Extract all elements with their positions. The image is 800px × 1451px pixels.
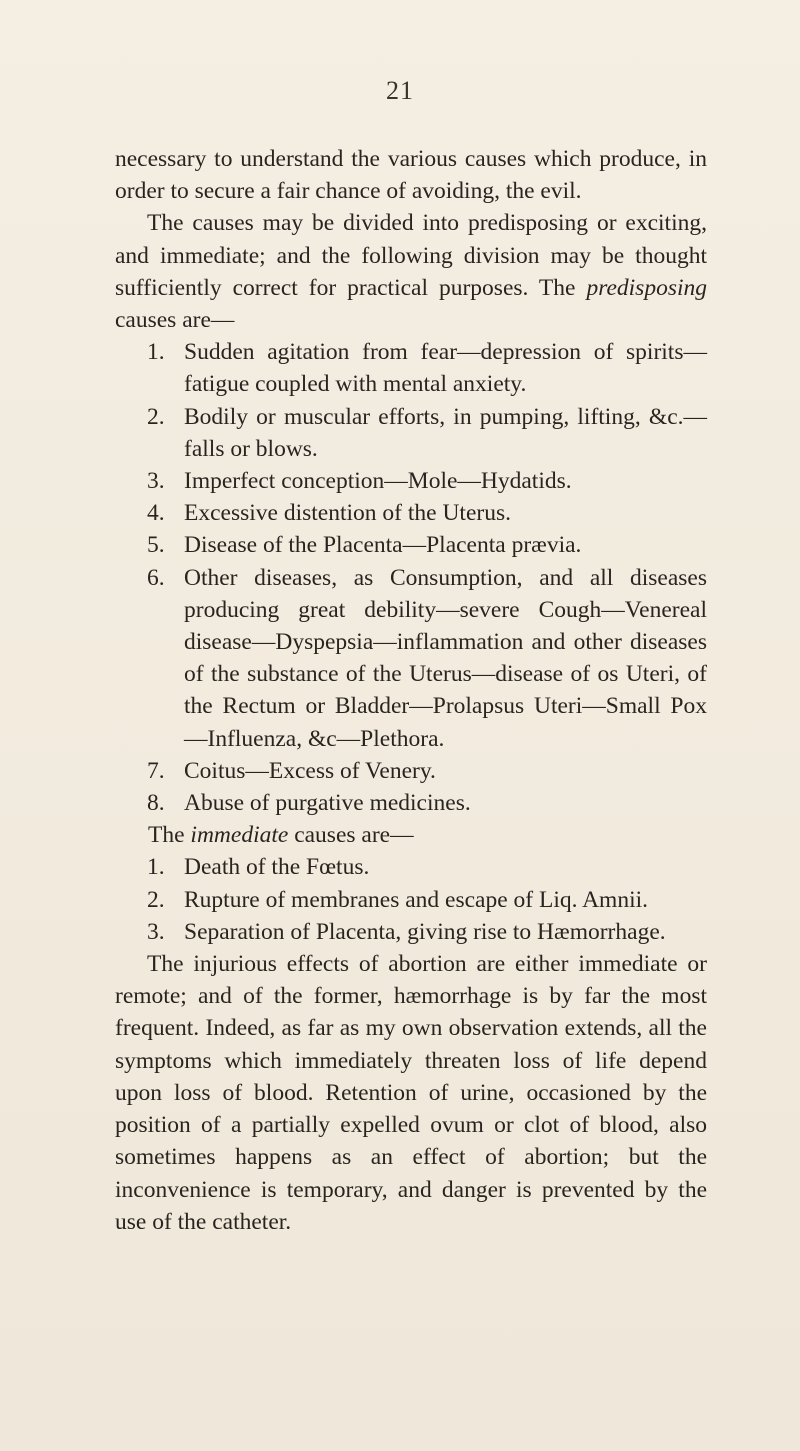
list-item-text: Other diseases, as Consumption, and all diseases producing great debility—severe Cough—Venereal disease—Dyspepsia—inflammation and other diseases of the substance of the Uterus—disease of os Uteri, of the Rectum or Bladder—Prolapsus Uteri—Small Pox—Influenza, &c—Plethora. — [184, 564, 707, 752]
list-item-text: Death of the Fœtus. — [184, 854, 370, 881]
predisposing-term: predisposing — [586, 274, 708, 301]
list-item-text: Separation of Placenta, giving rise to Hæmorrhage. — [184, 918, 666, 945]
list-item — [115, 787, 707, 819]
list-item-text: Abuse of purgative medicines. — [184, 790, 471, 817]
list-item-text: Coitus—Excess of Venery. — [184, 757, 436, 784]
list-item-number: 5. — [147, 532, 165, 559]
list-item-number: 6. — [147, 564, 165, 591]
page-number: 21 — [386, 76, 414, 105]
immediate-intro-tail: causes are— — [288, 822, 414, 849]
division-paragraph — [115, 207, 707, 336]
opening-paragraph: necessary to understand the various causes which produce, in order to secure a fair chance of avoiding, the evil. — [115, 146, 707, 205]
page-body — [115, 143, 707, 1238]
list-item-number: 4. — [147, 500, 165, 527]
list-item — [115, 336, 707, 400]
list-item — [115, 465, 707, 497]
list-item-text: Excessive distention of the Uterus. — [184, 500, 511, 527]
list-item-number: 2. — [147, 403, 165, 430]
list-item-text: Sudden agitation from fear—depression of spirits—fatigue coupled with mental anxiety. — [184, 339, 707, 398]
list-item-text: Rupture of membranes and escape of Liq. Amnii. — [184, 886, 648, 913]
division-paragraph-text: The causes may be divided into predisposing or exciting, and immediate; and the following division may be thought sufficiently correct for practical purposes. The — [115, 210, 707, 301]
list-item — [115, 916, 707, 948]
list-item-number: 7. — [147, 757, 165, 784]
predisposing-causes-list — [115, 336, 707, 819]
list-item — [115, 755, 707, 787]
list-item-text: Bodily or muscular efforts, in pumping, lifting, &c.—falls or blows. — [184, 403, 707, 462]
immediate-causes-list — [115, 851, 707, 948]
list-item-number: 1. — [147, 339, 165, 366]
list-item-number: 2. — [147, 886, 165, 913]
list-item-number: 3. — [147, 918, 165, 945]
list-item-number: 8. — [147, 790, 165, 817]
list-item — [115, 529, 707, 561]
list-item — [115, 401, 707, 465]
closing-paragraph: The injurious effects of abortion are either immediate or remote; and of the former, hæmorrhage is by far the most frequent. Indeed, as far as my own observation extends, all the symptoms which immediately threaten loss of life depend upon loss of blood. Retention of urine, occasioned by the position of a partially expelled ovum or clot of blood, also sometimes happens as an effect of abortion; but the inconvenience is temporary, and danger is prevented by the use of the catheter. — [115, 951, 707, 1235]
division-paragraph-tail: causes are— — [115, 307, 235, 334]
list-item-number: 1. — [147, 854, 165, 881]
list-item-number: 3. — [147, 468, 165, 495]
list-item — [115, 884, 707, 916]
list-item — [115, 562, 707, 755]
list-item-text: Disease of the Placenta—Placenta prævia. — [184, 532, 582, 559]
list-item — [115, 497, 707, 529]
immediate-intro-lead: The — [148, 822, 191, 849]
list-item-text: Imperfect conception—Mole—Hydatids. — [184, 468, 572, 495]
list-item — [115, 851, 707, 883]
immediate-term: immediate — [190, 822, 289, 849]
immediate-causes-intro — [115, 819, 707, 851]
